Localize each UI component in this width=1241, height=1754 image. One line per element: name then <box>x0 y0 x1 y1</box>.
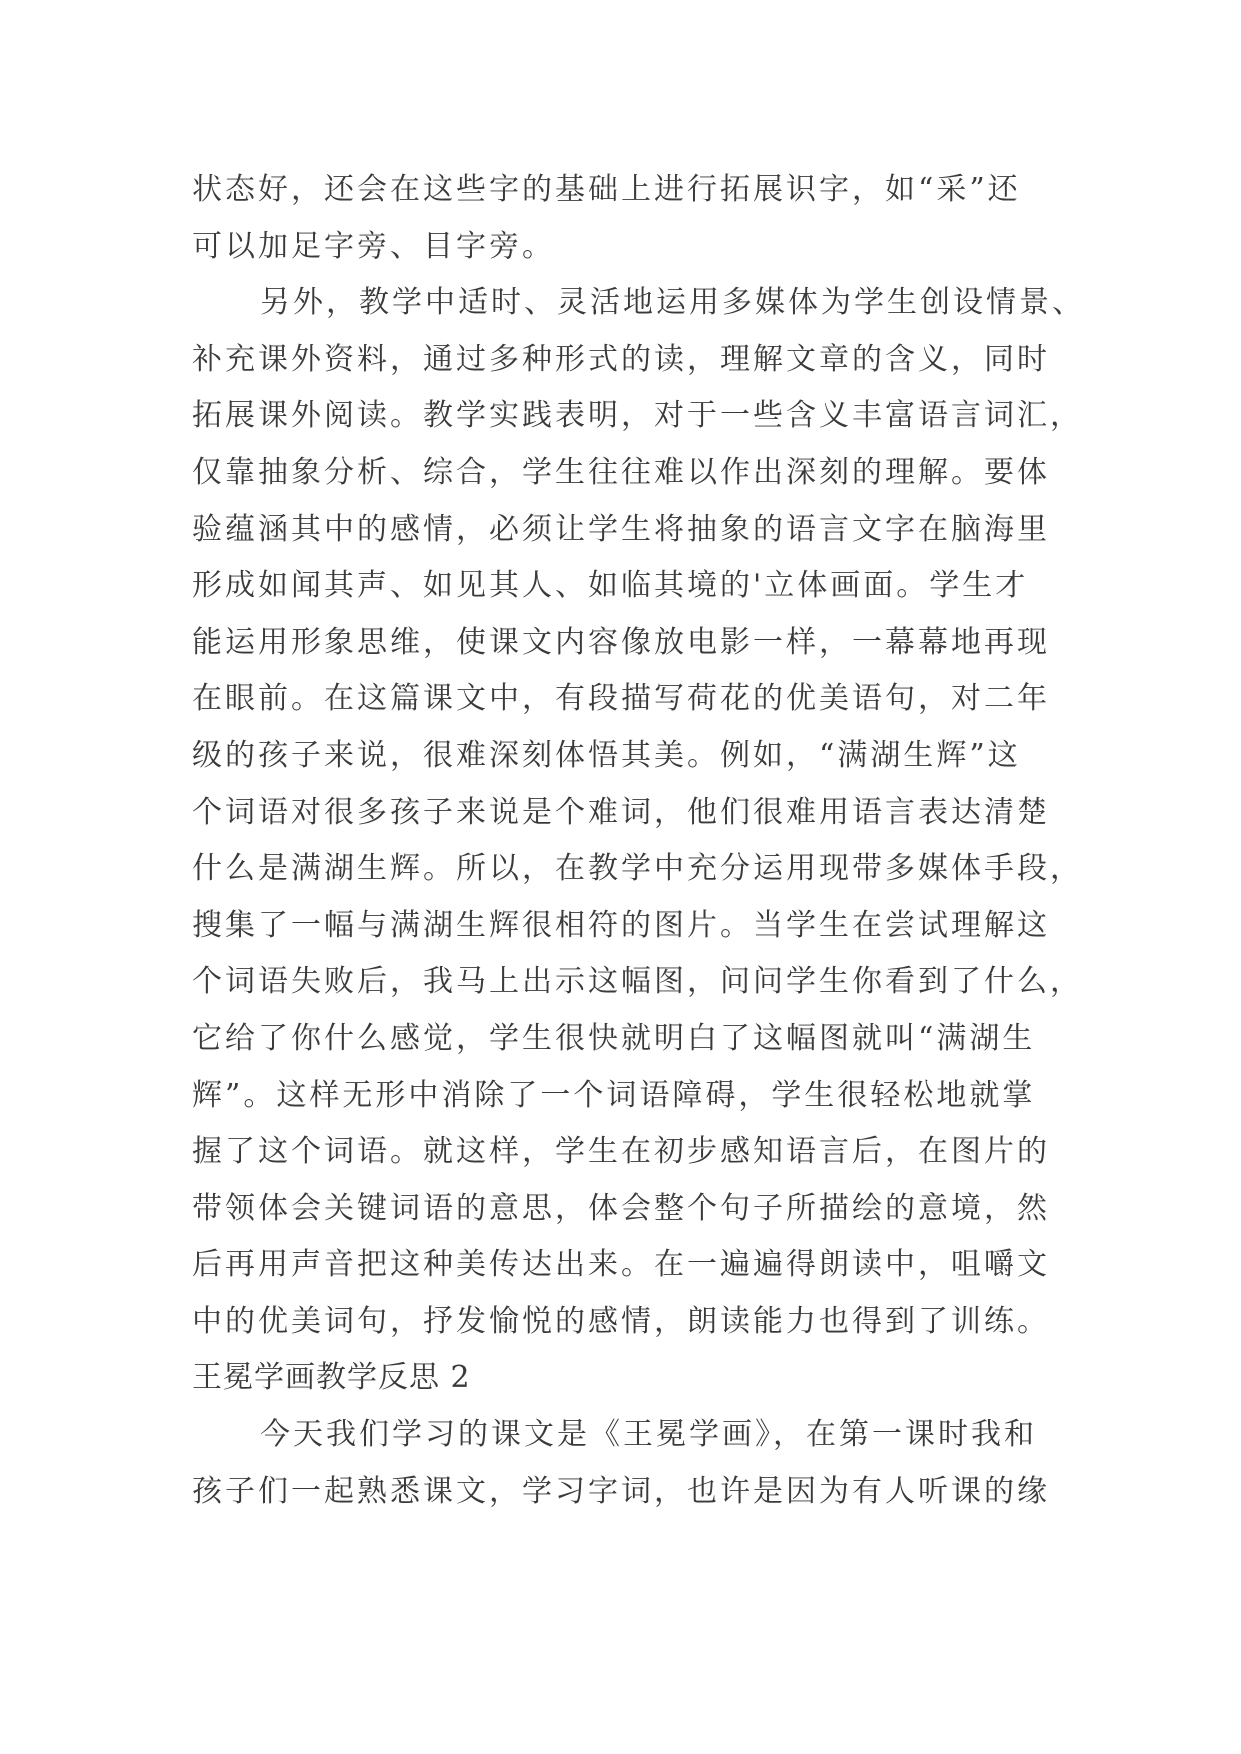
text-line: 级的孩子来说，很难深刻体悟其美。例如，“满湖生辉”这 <box>192 737 1021 773</box>
text-line: 带领体会关键词语的意思，体会整个句子所描绘的意境，然 <box>192 1190 1050 1226</box>
paragraph-start-line: 另外，教学中适时、灵活地运用多媒体为学生创设情景、 <box>260 285 1085 321</box>
text-line: 补充课外资料，通过多种形式的读，理解文章的含义，同时 <box>192 341 1050 377</box>
text-line: 在眼前。在这篇课文中，有段描写荷花的优美语句，对二年 <box>192 681 1050 717</box>
text-line: 个词语失败后，我马上出示这幅图，问问学生你看到了什么， <box>192 964 1083 1000</box>
section-heading: 王冕学画教学反思 2 <box>192 1360 471 1396</box>
text-line: 什么是满湖生辉。所以，在教学中充分运用现带多媒体手段， <box>192 851 1083 887</box>
text-line: 验蕴涵其中的感情，必须让学生将抽象的语言文字在脑海里 <box>192 511 1050 547</box>
text-line: 中的优美词句，抒发愉悦的感情，朗读能力也得到了训练。 <box>192 1303 1050 1339</box>
text-line: 孩子们一起熟悉课文，学习字词，也许是因为有人听课的缘 <box>192 1473 1050 1509</box>
text-line: 后再用声音把这种美传达出来。在一遍遍得朗读中，咀嚼文 <box>192 1247 1050 1283</box>
body-text <box>192 162 1085 1520</box>
paragraph-start-line: 今天我们学习的课文是《王冕学画》，在第一课时我和 <box>260 1417 1037 1453</box>
text-line: 状态好，还会在这些字的基础上进行拓展识字，如“采”还 <box>192 172 1021 207</box>
text-line: 握了这个词语。就这样，学生在初步感知语言后，在图片的 <box>192 1134 1050 1170</box>
text-line: 搜集了一幅与满湖生辉很相符的图片。当学生在尝试理解这 <box>192 907 1050 943</box>
text-line: 个词语对很多孩子来说是个难词，他们很难用语言表达清楚 <box>192 794 1050 830</box>
text-line: 辉”。这样无形中消除了一个词语障碍，学生很轻松地就掌 <box>192 1077 1036 1113</box>
text-line: 能运用形象思维，使课文内容像放电影一样，一幕幕地再现 <box>192 624 1050 660</box>
text-line: 拓展课外阅读。教学实践表明，对于一些含义丰富语言词汇， <box>192 398 1083 434</box>
text-line: 仅靠抽象分析、综合，学生往往难以作出深刻的理解。要体 <box>192 454 1050 490</box>
text-line: 它给了你什么感觉，学生很快就明白了这幅图就叫“满湖生 <box>192 1020 1036 1056</box>
text-line: 形成如闻其声、如见其人、如临其境的'立体画面。学生才 <box>192 568 1029 604</box>
text-line: 可以加足字旁、目字旁。 <box>192 228 555 264</box>
